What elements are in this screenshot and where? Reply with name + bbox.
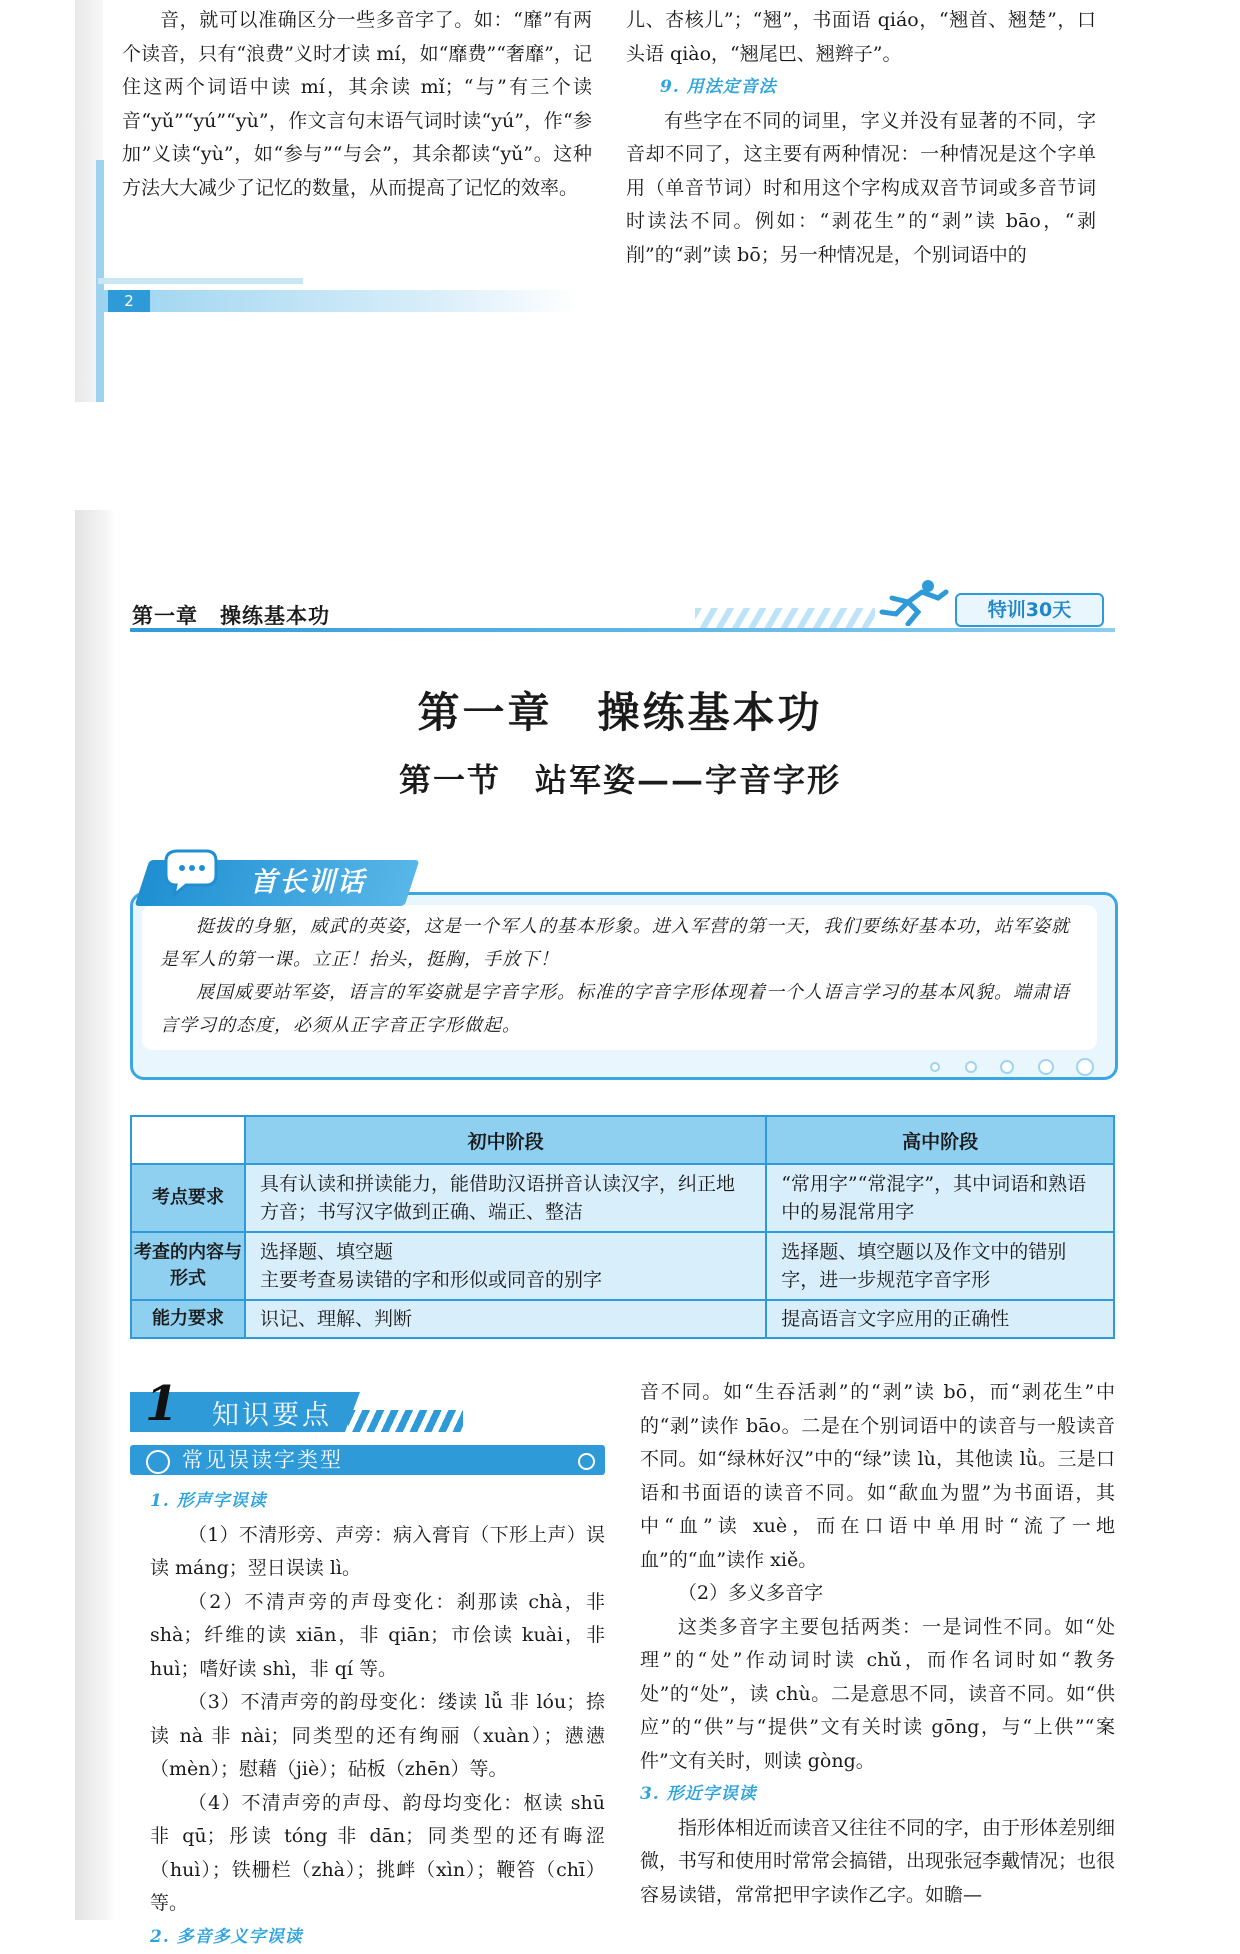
row-label: 考点要求 xyxy=(131,1164,245,1232)
current-page xyxy=(0,500,1240,1920)
page-number: 2 xyxy=(108,290,150,312)
row-label: 考查的内容与形式 xyxy=(131,1232,245,1300)
prev-right-column xyxy=(626,4,1096,272)
speech-icon xyxy=(160,847,222,897)
chapter-title: 第一章 操练基本功 xyxy=(0,680,1240,740)
training-badge: 特训30天 xyxy=(955,593,1104,627)
prev-left-paragraph: 音，就可以准确区分一些多音字了。如：“靡”有两个读音，只有“浪费”义时才读 mí，如“靡费”“奢靡”，记住这两个词语中读 mí，其余读 mǐ；“与”有三个读音“yǔ”“yú”“yù”，作文言句末语气词时读“yú”，作“参加”义读“yù”，如“参与”“与会”，其余都读“yǔ”。这种方法大大减少了记忆的数量，从而提高了记忆的效率。 xyxy=(122,4,592,205)
table-header-row xyxy=(131,1116,1114,1164)
senior-cell: “常用字”“常混字”，其中词语和熟语中的易混常用字 xyxy=(766,1164,1114,1232)
table-corner xyxy=(131,1116,245,1164)
prev-left-column xyxy=(122,4,592,205)
knowledge-right-column xyxy=(640,1376,1115,1912)
table-header-senior: 高中阶段 xyxy=(766,1116,1114,1164)
subsection-title: 常见误读字类型 xyxy=(182,1445,343,1475)
list-item: （4）不清声旁的声母、韵母均变化：枢读 shū 非 qū；彤读 tóng 非 dān；同类型的还有晦涩（huì）；铁栅栏（zhà）；挑衅（xìn）；鞭笞（chī）等。 xyxy=(150,1787,605,1921)
table-row xyxy=(131,1164,1114,1232)
subheading: 3. 形近字误读 xyxy=(640,1778,1115,1812)
footer-accent xyxy=(98,278,303,284)
prev-right-heading: 9. 用法定音法 xyxy=(626,71,1096,105)
subheading: 1. 形声字误读 xyxy=(150,1485,605,1519)
intro-paragraph: 展国威要站军姿，语言的军姿就是字音字形。标准的字音字形体现着一个人语言学习的基本风貌。端肃语言学习的态度，必须从正字音正字形做起。 xyxy=(160,976,1085,1042)
previous-page xyxy=(0,0,1240,410)
prev-right-lead: 儿、杏核儿”；“翘”，书面语 qiáo，“翘首、翘楚”，口头语 qiào，“翘尾巴、翘辫子”。 xyxy=(626,4,1096,71)
footer-bar xyxy=(98,290,578,312)
junior-cell: 具有认读和拼读能力，能借助汉语拼音认读汉字，纠正地方音；书写汉字做到正确、端正、整洁 xyxy=(245,1164,766,1232)
section-title: 第一节 站军姿——字音字形 xyxy=(0,755,1240,801)
intro-box-text xyxy=(160,910,1085,1042)
header-rule xyxy=(130,628,1115,632)
list-item: （2）不清声旁的声母变化：刹那读 chà，非 shà；纤维的读 xiān，非 qiān；市侩读 kuài，非 huì；嗜好读 shì，非 qí 等。 xyxy=(150,1586,605,1687)
header-stripes xyxy=(695,608,875,628)
junior-cell: 选择题、填空题 主要考查易读错的字和形似或同音的别字 xyxy=(245,1232,766,1300)
table-row xyxy=(131,1232,1114,1300)
table-header-junior: 初中阶段 xyxy=(245,1116,766,1164)
decorative-dots xyxy=(920,1055,1110,1077)
paragraph: 这类多音字主要包括两类：一是词性不同。如“处理”的“处”作动词时读 chǔ，而作名词时如“教务处”的“处”，读 chù。二是意思不同，读音不同。如“供应”的“供”与“提供”文有关时读 gōng，与“上供”“案件”文有关时，则读 gòng。 xyxy=(640,1611,1115,1779)
knowledge-title: 知识要点 xyxy=(212,1393,332,1432)
senior-cell: 提高语言文字应用的正确性 xyxy=(766,1300,1114,1338)
requirements-table xyxy=(130,1115,1115,1339)
subheading: 2. 多音多义字误读 xyxy=(150,1921,605,1954)
list-item: （1）不清形旁、声旁：病入膏肓（下形上声）误读 máng；翌日误读 lì。 xyxy=(150,1519,605,1586)
row-label: 能力要求 xyxy=(131,1300,245,1338)
banner-stripes xyxy=(348,1410,463,1432)
intro-box-label: 首长训话 xyxy=(250,860,366,906)
knowledge-number: 1 xyxy=(145,1376,178,1432)
runner-icon xyxy=(878,578,950,626)
knowledge-left-column xyxy=(150,1485,605,1954)
senior-cell: 选择题、填空题以及作文中的错别字，进一步规范字音字形 xyxy=(766,1232,1114,1300)
table-row xyxy=(131,1300,1114,1338)
paragraph-subheading: （2）多义多音字 xyxy=(640,1577,1115,1611)
bullet-icon xyxy=(146,1450,170,1474)
paragraph: 音不同。如“生吞活剥”的“剥”读 bō，而“剥花生”中的“剥”读作 bāo。二是在个别词语中的读音与一般读音不同。如“绿林好汉”中的“绿”读 lù，其他读 lǜ。三是口语和书面语的读音不同。如“歃血为盟”为书面语，其中“血”读 xuè，而在口语中单用时“流了一地血”的“血”读作 xiě。 xyxy=(640,1376,1115,1577)
prev-right-body: 有些字在不同的词里，字义并没有显著的不同，字音却不同了，这主要有两种情况：一种情况是这个字单用（单音节词）时和用这个字构成双音节词或多音节词时读法不同。例如：“剥花生”的“剥”读 bāo，“剥削”的“剥”读 bō；另一种情况是，个别词语中的 xyxy=(626,105,1096,273)
junior-cell: 识记、理解、判断 xyxy=(245,1300,766,1338)
paragraph: 指形体相近而读音又往往不同的字，由于形体差别细微，书写和使用时常常会搞错，出现张冠李戴情况；也很容易读错，常常把甲字读作乙字。如瞻— xyxy=(640,1812,1115,1913)
list-item: （3）不清声旁的韵母变化：缕读 lǚ 非 lóu；捺读 nà 非 nài；同类型的还有绚丽（xuàn）；懑懑（mèn）；慰藉（jiè）；砧板（zhēn）等。 xyxy=(150,1686,605,1787)
intro-paragraph: 挺拔的身躯，威武的英姿，这是一个军人的基本形象。进入军营的第一天，我们要练好基本功，站军姿就是军人的第一课。立正！抬头，挺胸，手放下！ xyxy=(160,910,1085,976)
running-head: 第一章 操练基本功 xyxy=(132,600,330,630)
circle-icon xyxy=(578,1453,595,1470)
